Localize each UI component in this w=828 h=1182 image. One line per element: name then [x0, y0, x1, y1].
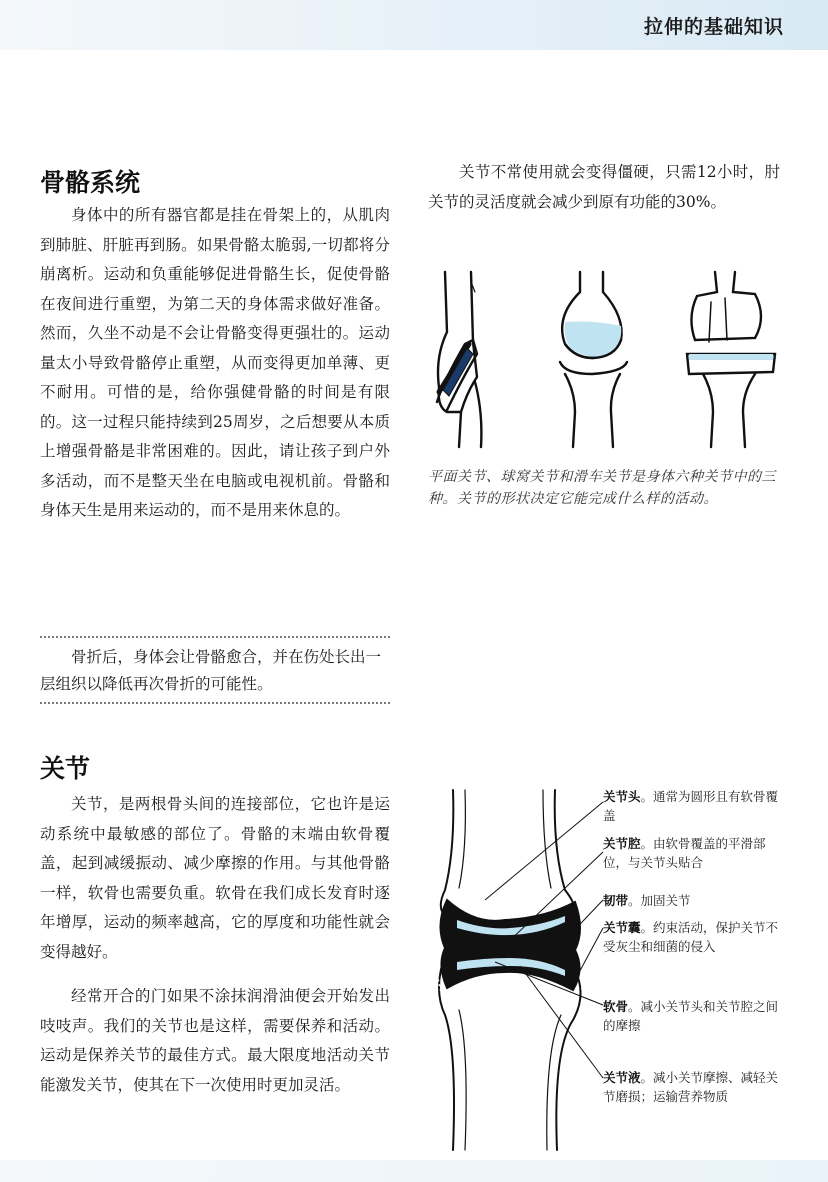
- stiffness-text: 关节不常使用就会变得僵硬，只需12小时，肘关节的灵活度就会减少到原有功能的30%。: [428, 163, 780, 211]
- joints-body-1: 关节，是两根骨头间的连接部位，它也许是运动系统中最敏感的部位了。骨骼的末端由软骨覆盖，起到减缓振动、减少摩擦的作用。与其他骨骼一样，软骨也需要负重。软骨在我们成长发育时逐年增厚，运动的频率越高，它的厚度和功能性就会变得越好。: [40, 795, 390, 961]
- fracture-note-box: [40, 636, 390, 704]
- knee-joint-diagram: [425, 780, 605, 1155]
- knee-label-cartilage: 软骨。减小关节头和关节腔之间的摩擦: [603, 999, 779, 1033]
- plane-joint-drawing: [437, 272, 481, 447]
- page-header-title: 拉伸的基础知识: [643, 16, 784, 38]
- joint-types-illustration: [425, 262, 780, 457]
- knee-label-capsule: 关节囊。约束活动，保护关节不受灰尘和细菌的侵入: [603, 920, 779, 954]
- knee-label-cavity: 关节腔。由软骨覆盖的平滑部位，与关节头贴合: [603, 836, 766, 870]
- fracture-note: 骨折后，身体会让骨骼愈合，并在伤处长出一层组织以降低再次骨折的可能性。: [40, 648, 382, 693]
- ball-socket-joint-drawing: [560, 272, 627, 447]
- knee-label-ligament: 韧带。加固关节: [603, 893, 691, 908]
- skeleton-heading: 骨骼系统: [40, 168, 141, 197]
- joints-body-2: 经常开合的门如果不涂抹润滑油便会开始发出吱吱声。我们的关节也是这样，需要保养和活动。运动是保养关节的最佳方式。最大限度地活动关节能激发关节，使其在下一次使用时更加灵活。: [40, 987, 390, 1094]
- footer-bar: [0, 1160, 828, 1182]
- skeleton-body: 身体中的所有器官都是挂在骨架上的，从肌肉到肺脏、肝脏再到肠。如果骨骼太脆弱,一切都将分崩离析。运动和负重能够促进骨骼生长，促使骨骼在夜间进行重塑，为第二天的身体需求做好准备。然而，久坐不动是不会让骨骼变得更强壮的。运动量太小导致骨骼停止重塑，从而变得更加单薄、更不耐用。可惜的是，给你强健骨骼的时间是有限的。这一过程只能持续到25周岁，之后想要从本质上增强骨骼是非常困难的。因此，请让孩子到户外多活动，而不是整天坐在电脑或电视机前。骨骼和身体天生是用来运动的，而不是用来休息的。: [40, 206, 390, 519]
- knee-label-head: 关节头。通常为圆形且有软骨覆盖: [603, 789, 779, 823]
- knee-label-fluid: 关节液。减小关节摩擦、减轻关节磨损；运输营养物质: [603, 1070, 779, 1104]
- joints-heading: 关节: [40, 754, 91, 783]
- joint-types-caption: 平面关节、球窝关节和滑车关节是身体六种关节中的三种。关节的形状决定它能完成什么样的活动。: [428, 469, 776, 507]
